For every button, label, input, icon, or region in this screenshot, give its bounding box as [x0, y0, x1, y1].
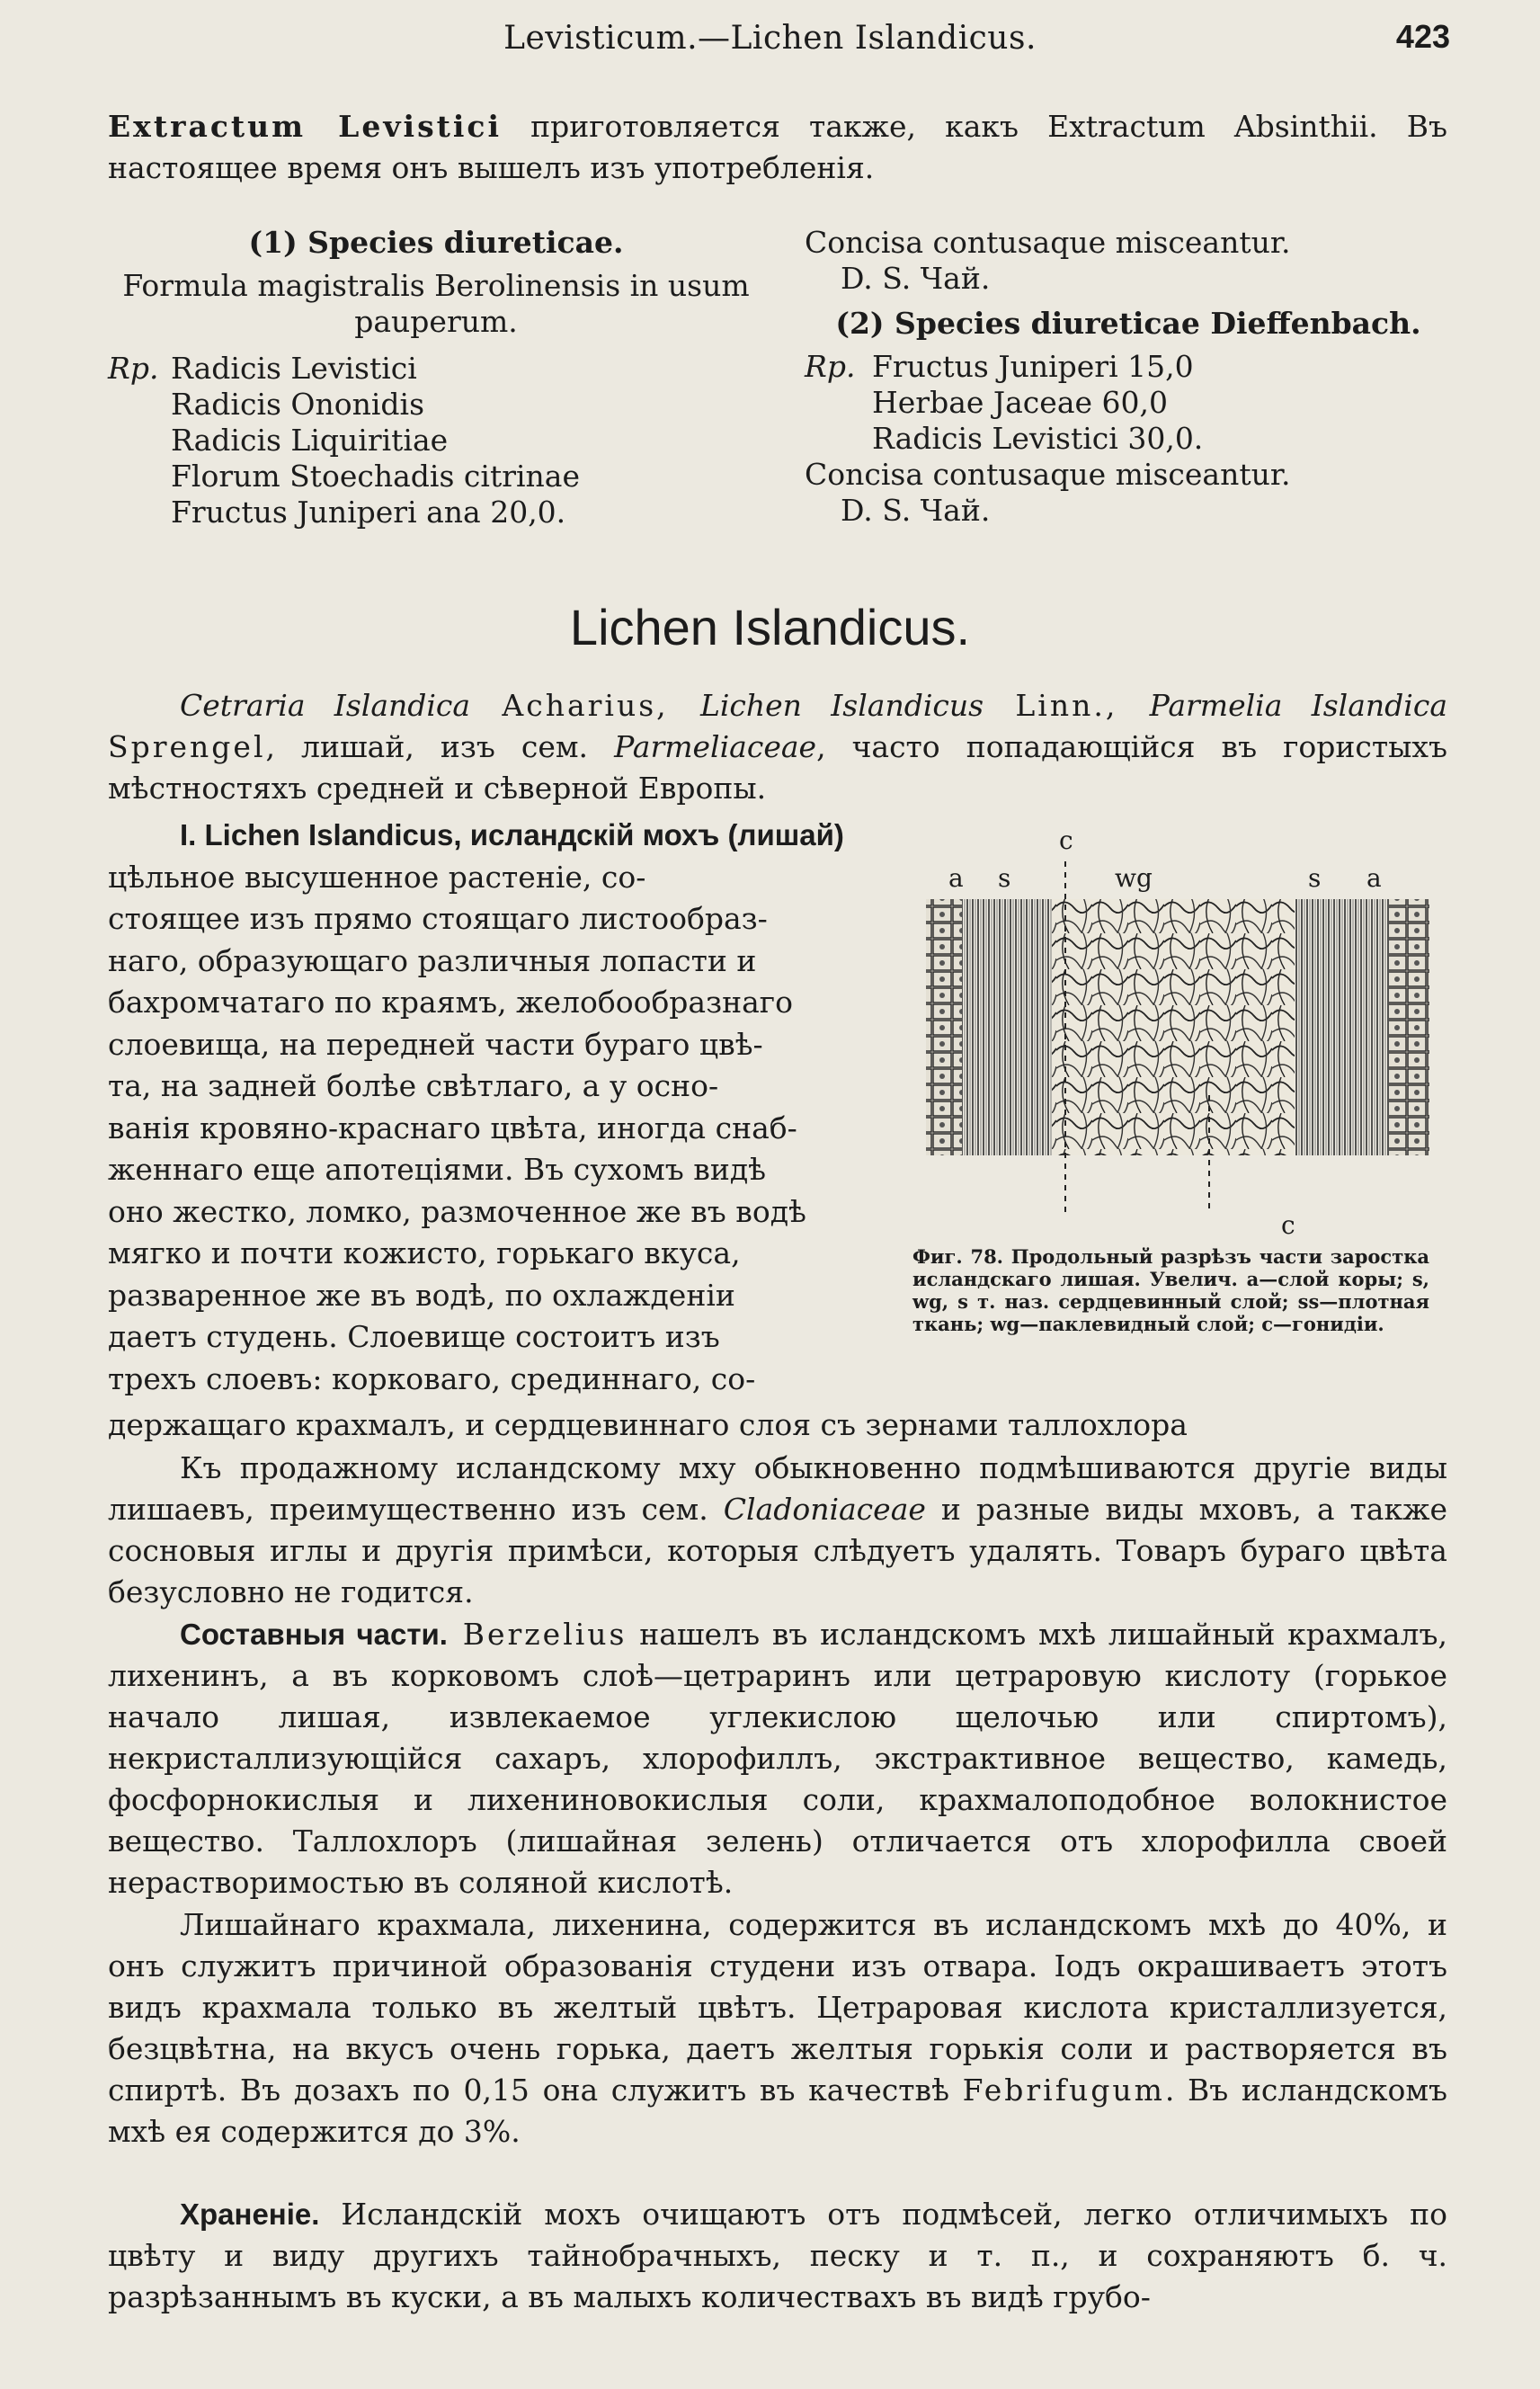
starch-text: Лишайнаго крахмала, лихенина, содержится въ исландскомъ мхѣ до 40%, и онъ служитъ причиной образованія студени изъ отвара. Іодъ окрашиваетъ этотъ видъ крахмала только въ желтый цвѣтъ. Цетраровая кислота кристаллизуется, безцвѣтна, на вкусъ очень горька, даетъ желтыя горькія соли и растворяется въ спиртѣ. Въ дозахъ по 0,15 она служитъ въ качествѣ [108, 1907, 1447, 2108]
intro-term: Extractum Levistici [108, 109, 503, 144]
storage-heading: Храненіе. [180, 2197, 320, 2231]
description-line: разваренное же въ водѣ, по охлажденіи [108, 1277, 735, 1313]
synonym-name: Parmelia Islandica [1149, 688, 1447, 723]
starch-text-end: . Въ исландскомъ мхѣ ея содержится до 3%. [108, 2073, 1447, 2149]
recipe-1-end-2: D. S. Чай. [841, 261, 991, 296]
figure-label: c [1059, 825, 1073, 855]
recipe-1-end-1: Concisa contusaque misceantur. [805, 225, 1291, 260]
recipe-2-line: Herbae Jaceae 60,0 [872, 385, 1168, 420]
family-name: Parmeliaceae [614, 729, 817, 764]
intro-paragraph [108, 106, 1447, 189]
recipe-2-body [805, 349, 1452, 457]
starch-term: Febrifugum [962, 2073, 1165, 2108]
adulteration-text: и разные виды мховъ, а также сосновыя иглы и другія примѣси, которыя слѣдуетъ удалять. Товаръ бураго цвѣта безусловно не годится. [108, 1492, 1447, 1609]
synonym-name: Cetraria Islandica [180, 688, 471, 723]
figure-78 [912, 825, 1443, 1239]
figure-label: wg [1115, 863, 1153, 893]
adulteration-paragraph [108, 1448, 1447, 1613]
medulla-layer [1052, 899, 1295, 1155]
storage-text: Исландскій мохъ очищаютъ отъ подмѣсей, легко отличимыхъ по цвѣту и виду другихъ тайнобрачныхъ, песку и т. п., и сохраняютъ б. ч. разрѣзаннымъ въ куски, а въ малыхъ количествахъ въ видѣ грубо- [108, 2197, 1447, 2314]
intro-text: приготовляется также, какъ Extractum Absinthii. Въ настоящее время онъ вышелъ изъ употребленія. [108, 109, 1447, 185]
figure-label: s [1308, 863, 1322, 893]
description-line: женнаго еще апотеціями. Въ сухомъ видѣ [108, 1152, 767, 1187]
recipe-1 [108, 225, 764, 530]
recipe-1-line: Radicis Liquiritiae [171, 423, 449, 458]
recipe-2-end-1: Concisa contusaque misceantur. [805, 457, 1291, 492]
synonym-author: Acharius, [470, 688, 700, 723]
synonym-text: , лишай, изъ сем. [265, 729, 615, 764]
figure-label: c [1281, 1210, 1295, 1240]
recipe-1-line: Radicis Levistici [171, 351, 417, 386]
dense-tissue-left [962, 899, 1052, 1155]
description-line: цѣльное высушенное растеніе, со- [108, 859, 646, 895]
synonyms-paragraph [108, 685, 1447, 809]
adulteration-text: Къ продажному исландскому мху обыкновенно подмѣшиваются другіе виды лишаевъ, преимущественно изъ сем. [108, 1450, 1447, 1527]
recipe-2-line: Radicis Levistici 30,0. [872, 421, 1204, 456]
description-line: ванія кровяно-краснаго цвѣта, иногда снаб- [108, 1110, 797, 1145]
lichen-section-drawing [912, 825, 1443, 1239]
figure-caption: Фиг. 78. Продольный разрѣзъ части заростка исландскаго лишая. Увелич. a—слой коры; s, wg, s т. наз. сердцевинный слой; ss—плотная ткань; wg—паклевидный слой; c—гонидіи. [912, 1245, 1429, 1335]
description-lead-line [108, 815, 859, 857]
recipe-column-right [805, 225, 1452, 529]
recipe-2-line: Fructus Juniperi 15,0 [872, 349, 1194, 384]
recipe-1-title: (1) Species diureticae. [248, 225, 624, 260]
figure-label: a [948, 863, 964, 893]
description-tail: держащаго крахмалъ, и сердцевиннаго слоя съ зернами таллохлора [108, 1407, 1188, 1442]
section-title: Lichen Islandicus. [569, 599, 971, 655]
recipe-2-title: (2) Species diureticae Dieffenbach. [835, 306, 1421, 341]
recipe-1-line: Florum Stoechadis citrinae [171, 459, 580, 494]
figure-label: a [1366, 863, 1382, 893]
running-title: Levisticum.—Lichen Islandicus. [503, 20, 1037, 57]
synonym-author: Linn., [984, 688, 1150, 723]
storage-paragraph [108, 2194, 1447, 2318]
starch-paragraph [108, 1904, 1447, 2153]
page-number: 423 [1395, 18, 1450, 55]
dense-tissue-right [1295, 899, 1389, 1155]
description-line: трехъ слоевъ: корковаго, срединнаго, со- [108, 1360, 756, 1396]
recipe-1-line: Fructus Juniperi ana 20,0. [171, 495, 566, 530]
description-line: та, на задней болѣе свѣтлаго, а у осно- [108, 1068, 719, 1103]
synonym-author: Sprengel [108, 729, 266, 764]
recipe-2-end-2: D. S. Чай. [841, 493, 991, 528]
description-line: стоящее изъ прямо стоящаго листообраз- [108, 901, 768, 936]
composition-heading: Составныя части. [180, 1618, 448, 1651]
description-line: оно жестко, ломко, размоченное же въ водѣ [108, 1193, 806, 1229]
recipe-1-line: Radicis Ononidis [171, 387, 425, 422]
figure-label: s [998, 863, 1011, 893]
recipe-1-body [108, 351, 764, 530]
description-line: слоевища, на передней части бураго цвѣ- [108, 1026, 763, 1062]
composition-text: нашелъ въ исландскомъ мхѣ лишайный крахмалъ, лихенинъ, а въ корковомъ слоѣ—цетраринъ или цетраровую кислоту (горькое начало лишая, извлекаемое углекислою щелочью или спиртомъ), некристаллизующійся сахаръ, хлорофиллъ, экстрактивное вещество, камедь, фосфорнокислыя и лихениновокислыя соли, крахмалоподобное волокнистое вещество. Таллохлоръ (лишайная зелень) отличается отъ хлорофилла своей нерастворимостью въ соляной кислотѣ. [108, 1617, 1447, 1900]
family-name: Cladoniaceae [723, 1492, 926, 1527]
synonym-text: , часто попадающійся въ гористыхъ мѣстностяхъ средней и сѣверной Европы. [108, 729, 1448, 806]
recipe-2-rp: Rp. [805, 349, 856, 384]
description-line: бахромчатаго по краямъ, желобообразнаго [108, 985, 793, 1020]
description-line: даетъ студень. Слоевище состоитъ изъ [108, 1319, 720, 1354]
recipe-1-rp: Rp. [108, 351, 159, 386]
description-line: наго, образующаго различныя лопасти и [108, 942, 757, 978]
composition-paragraph [108, 1614, 1447, 1903]
description-line: мягко и почти кожисто, горькаго вкуса, [108, 1235, 741, 1270]
description-lead: I. Lichen Islandicus, исландскій мохъ (лишай) [180, 818, 844, 851]
cortex-layer-right [1389, 899, 1429, 1155]
cortex-layer-left [926, 899, 962, 1155]
synonym-name: Lichen Islandicus [699, 688, 984, 723]
author-name: Berzelius [447, 1617, 628, 1652]
recipe-1-formula: Formula magistralis Berolinensis in usum pauperum. [122, 268, 750, 339]
description-column [108, 815, 859, 1400]
